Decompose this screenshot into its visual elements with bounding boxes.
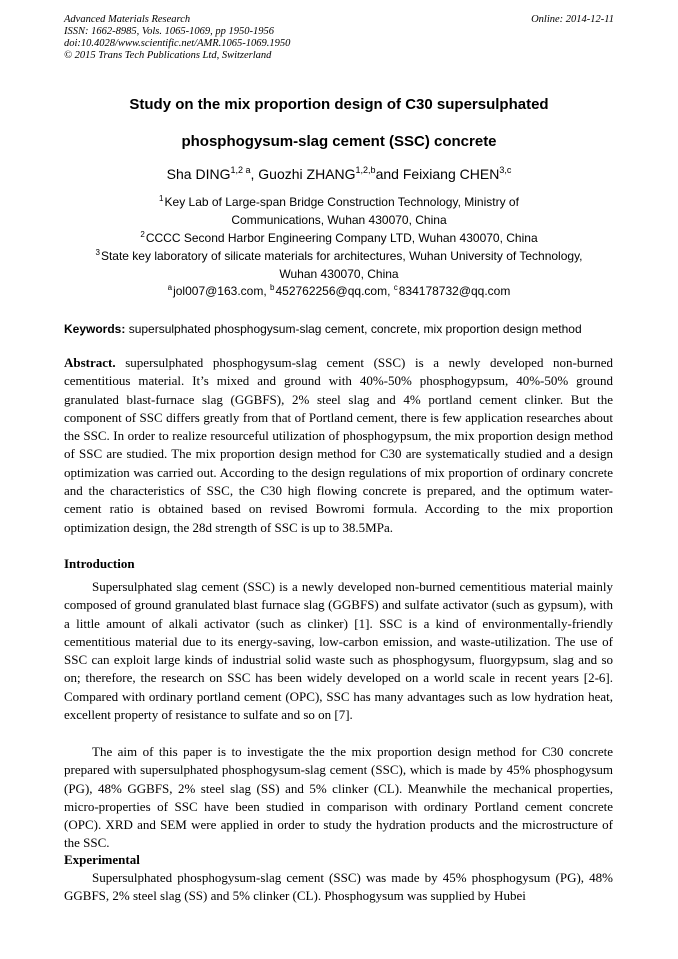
- online-date: Online: 2014-12-11: [531, 14, 614, 25]
- email-address: 834178732@qq.com: [398, 284, 511, 298]
- email-sup: c: [393, 283, 398, 292]
- section-heading-introduction: Introduction: [64, 556, 135, 571]
- affiliation-text: State key laboratory of silicate materials for architectures, Wuhan University of Technology,: [100, 249, 583, 263]
- affiliation-text: Communications, Wuhan 430070, China: [231, 213, 447, 227]
- author-sup: 1,2,b: [355, 165, 376, 175]
- affiliation-3: [40, 247, 638, 283]
- keywords: [64, 322, 624, 336]
- abstract-text: supersulphated phosphogysum-slag cement (SSC) is a newly developed non-burned cementitious material. It’s mixed and ground with 40%-50% phosphogypsum, 40%-50% ground granulated blast-furnace slag (GGBFS), 2% steel slag and 4% portland cement clinker. But the component of SSC differs greatly from that of Portland cement, there is few application researches about the SSC. In order to realize resourceful utilization of phosphogypsum, the mix proportion design method of SSC are studied. The mix proportion design method for C30 are systematically studied and a design optimization was carried out. According to the design regulations of mix proportion of ordinary concrete and the characteristics of SSC, the C30 high flowing concrete is prepared, and the optimum water-cement ratio is obtained based on revised Bowromi formula. According to the mix proportion optimization design, the 28d strength of SSC is up to 38.5MPa.: [64, 355, 613, 535]
- affiliation-text: Wuhan 430070, China: [279, 267, 399, 281]
- email-sup: a: [167, 283, 173, 292]
- doi-line: doi:10.4028/www.scientific.net/AMR.1065-1069.1950: [64, 38, 291, 49]
- author-sup: 1,2 a: [230, 165, 251, 175]
- abstract: [64, 354, 613, 537]
- author-sup: 3,c: [499, 165, 512, 175]
- email-line: [40, 282, 638, 300]
- author-sep: and: [375, 166, 403, 182]
- author-sep: ,: [250, 166, 259, 182]
- affiliation-sup: 3: [95, 248, 100, 257]
- author-name: Guozhi ZHANG: [258, 166, 356, 182]
- introduction-paragraph-1: Supersulphated slag cement (SSC) is a newly developed non-burned cementitious material mainly composed of ground granulated blast furnace slag (GGBFS) and sulfate activator (such as gypsum), with a little amount of alkali activator (such as clinker) [1]. SSC is a kind of environmentally-friendly cementitious material due to its energy-saving, low-carbon emission, and waste-utilization. The use of SSC can exploit large kinds of industrial solid waste such as phosphogysum, fluorgypsum, slag and so on; therefore, the research on SSC has been widely developed on a world scale in recent years [2-6]. Compared with ordinary portland cement (OPC), SSC has many advantages such as low hydration heat, excellent property of resistance to sulfate and so on [7].: [64, 579, 613, 723]
- affiliation-2: [40, 229, 638, 247]
- keywords-label: Keywords:: [64, 322, 126, 336]
- email-address: jol007@163.com,: [173, 284, 270, 298]
- introduction-paragraph-2: The aim of this paper is to investigate the the mix proportion design method for C30 concrete prepared with supersulphated phosphogysum-slag cement (SSC), which is made by 45% phosphogysum (PG), 48% GGBFS, 2% steel slag (SS) and 5% clinker (CL). Meanwhile the mechanical properties, micro-properties of SSC have been studied in comparison with ordinary Portland cement concrete (OPC). XRD and SEM were applied in order to study the hydration products and the microstructure of the SSC.: [64, 744, 613, 851]
- affiliation-text: Key Lab of Large-span Bridge Construction Technology, Ministry of: [164, 195, 519, 209]
- abstract-label: Abstract.: [64, 355, 116, 370]
- affiliation-sup: 1: [159, 194, 164, 203]
- author-name: Feixiang CHEN: [402, 166, 500, 182]
- section-heading-experimental: Experimental: [64, 852, 140, 867]
- author-name: Sha DING: [166, 166, 231, 182]
- copyright-line: © 2015 Trans Tech Publications Ltd, Switzerland: [64, 50, 272, 61]
- experimental-paragraph-1: Supersulphated phosphogysum-slag cement (SSC) was made by 45% phosphogysum (PG), 48% GGBFS, 2% steel slag (SS) and 5% clinker (CL). Phosphogysum was supplied by Hubei: [64, 870, 613, 904]
- author-list: [40, 166, 638, 182]
- issn-line: ISSN: 1662-8985, Vols. 1065-1069, pp 1950-1956: [64, 26, 274, 37]
- affiliation-1: [40, 193, 638, 229]
- email-sup: b: [270, 283, 275, 292]
- journal-header: [64, 14, 290, 62]
- keywords-text: supersulphated phosphogysum-slag cement, concrete, mix proportion design method: [125, 322, 582, 336]
- paper-title-line-1: Study on the mix proportion design of C30 supersulphated: [129, 96, 549, 113]
- email-address: 452762256@qq.com,: [275, 284, 394, 298]
- journal-name: Advanced Materials Research: [64, 14, 191, 25]
- paper-title-line-2: phosphogysum-slag cement (SSC) concrete: [181, 133, 497, 150]
- affiliation-text: CCCC Second Harbor Engineering Company LTD, Wuhan 430070, China: [145, 231, 538, 245]
- affiliation-sup: 2: [140, 230, 145, 239]
